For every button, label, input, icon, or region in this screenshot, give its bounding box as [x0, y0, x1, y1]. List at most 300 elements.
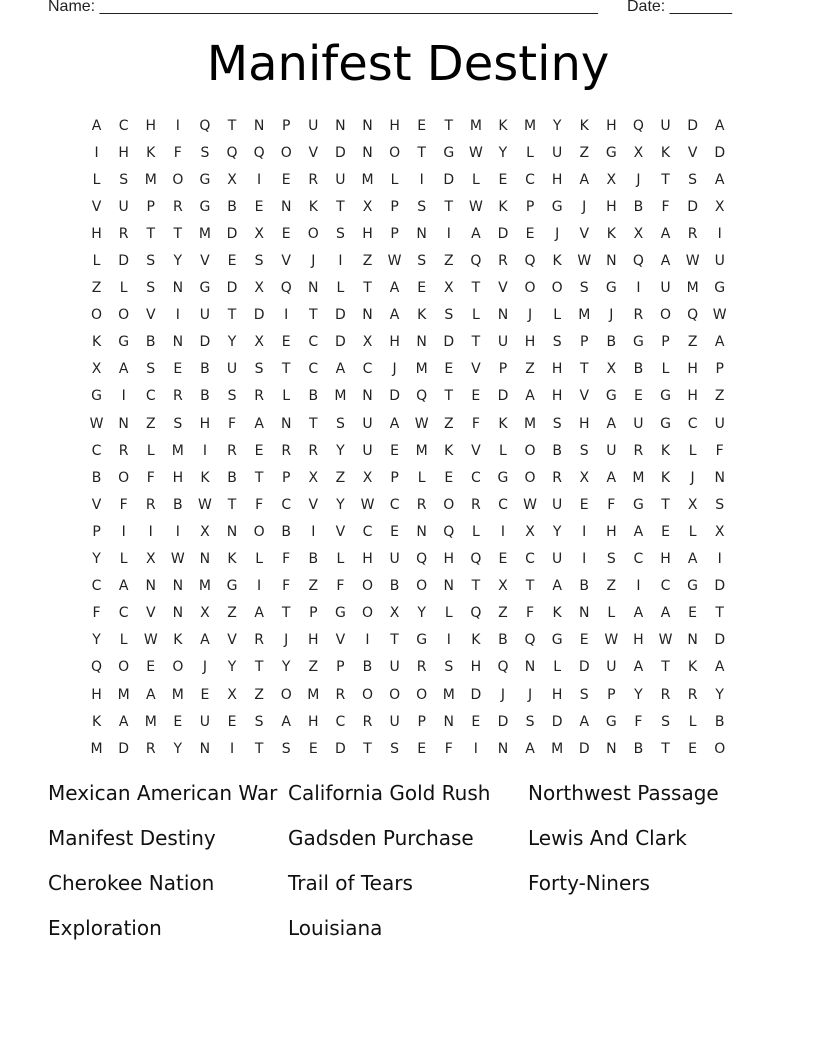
grid-letter: T	[661, 740, 670, 757]
grid-letter: X	[308, 469, 319, 486]
grid-letter: M	[686, 280, 699, 297]
grid-letter: R	[552, 469, 562, 486]
grid-letter: P	[146, 198, 155, 215]
grid-letter: I	[148, 523, 153, 540]
grid-letter: X	[362, 334, 373, 351]
grid-letter: A	[254, 415, 264, 432]
grid-letter: I	[582, 523, 587, 540]
grid-letter: Q	[443, 523, 455, 540]
grid-letter: Z	[362, 253, 373, 270]
grid-letter: P	[417, 713, 426, 730]
grid-letter: B	[173, 496, 183, 513]
grid-letter: O	[551, 280, 563, 297]
grid-letter: I	[94, 144, 99, 161]
grid-letter: E	[688, 605, 698, 622]
grid-letter: B	[362, 659, 373, 676]
grid-letter: H	[687, 388, 698, 405]
grid-letter: Y	[417, 605, 426, 622]
grid-letter: O	[280, 686, 292, 703]
grid-letter: B	[633, 361, 644, 378]
grid-letter: V	[308, 496, 319, 513]
grid-letter: C	[525, 171, 535, 188]
grid-letter: I	[446, 225, 451, 242]
grid-letter: U	[497, 334, 509, 351]
grid-letter: L	[688, 523, 697, 540]
grid-letter: P	[607, 686, 616, 703]
grid-letter: C	[389, 496, 400, 513]
grid-letter: Q	[199, 117, 211, 134]
grid-letter: Q	[632, 117, 644, 134]
grid-letter: N	[443, 713, 454, 730]
grid-letter: S	[579, 686, 589, 703]
grid-letter: S	[444, 307, 454, 324]
grid-letter: W	[360, 496, 375, 513]
grid-letter: C	[91, 578, 102, 595]
grid-letter: N	[280, 198, 292, 215]
name-field-label: Name: ________________________________________________________	[48, 0, 598, 15]
grid-letter: E	[173, 361, 183, 378]
grid-letter: X	[254, 280, 264, 297]
grid-letter: L	[499, 442, 507, 459]
grid-letter: U	[199, 307, 211, 324]
grid-letter: N	[687, 632, 698, 649]
grid-letter: D	[226, 280, 238, 297]
grid-letter: S	[146, 280, 156, 297]
grid-letter: H	[362, 551, 373, 568]
grid-letter: E	[688, 740, 698, 757]
grid-letter: N	[226, 523, 238, 540]
grid-letter: T	[444, 388, 454, 405]
grid-letter: K	[498, 415, 508, 432]
grid-letter: N	[172, 334, 184, 351]
grid-letter: O	[361, 605, 373, 622]
grid-letter: K	[552, 605, 562, 622]
grid-letter: Z	[227, 605, 237, 622]
word-list-item: Northwest Passage	[528, 781, 719, 805]
grid-letter: E	[390, 442, 399, 459]
grid-letter: X	[687, 496, 698, 513]
grid-letter: X	[254, 334, 264, 351]
grid-letter: B	[200, 388, 210, 405]
grid-letter: H	[687, 361, 698, 378]
grid-letter: W	[604, 632, 619, 649]
grid-letter: N	[308, 280, 319, 297]
grid-letter: K	[688, 659, 698, 676]
grid-letter: E	[281, 334, 291, 351]
grid-letter: T	[579, 361, 589, 378]
grid-letter: S	[688, 171, 698, 188]
grid-letter: D	[714, 144, 726, 161]
grid-letter: G	[199, 198, 211, 215]
grid-letter: Z	[335, 469, 346, 486]
grid-letter: G	[660, 415, 671, 432]
grid-letter: N	[362, 144, 373, 161]
grid-letter: J	[527, 307, 533, 324]
grid-letter: C	[498, 496, 508, 513]
grid-letter: Z	[443, 415, 454, 432]
grid-letter: F	[119, 496, 128, 513]
grid-letter: E	[471, 388, 481, 405]
grid-letter: H	[389, 334, 400, 351]
grid-letter: K	[552, 253, 562, 270]
grid-letter: Q	[416, 388, 428, 405]
grid-letter: L	[282, 388, 291, 405]
grid-letter: F	[92, 605, 101, 622]
grid-letter: M	[117, 686, 130, 703]
grid-letter: B	[633, 740, 644, 757]
grid-letter: B	[606, 334, 617, 351]
grid-letter: I	[229, 740, 235, 757]
grid-letter: F	[715, 442, 724, 459]
grid-letter: Y	[173, 740, 183, 757]
grid-letter: J	[609, 307, 614, 324]
grid-letter: M	[144, 171, 157, 188]
grid-letter: N	[199, 740, 211, 757]
grid-letter: E	[227, 253, 237, 270]
grid-letter: F	[282, 551, 291, 568]
grid-letter: J	[284, 632, 289, 649]
grid-letter: K	[91, 713, 102, 730]
grid-letter: Z	[145, 415, 156, 432]
grid-letter: W	[685, 253, 700, 270]
grid-letter: G	[714, 280, 726, 297]
grid-letter: U	[552, 551, 563, 568]
grid-letter: U	[389, 551, 400, 568]
grid-letter: S	[254, 253, 264, 270]
grid-letter: U	[714, 253, 725, 270]
grid-letter: S	[146, 253, 156, 270]
grid-letter: E	[661, 523, 670, 540]
grid-letter: R	[308, 442, 319, 459]
grid-letter: V	[200, 253, 210, 270]
grid-letter: G	[416, 632, 428, 649]
grid-letter: O	[172, 659, 184, 676]
grid-letter: X	[606, 171, 617, 188]
grid-letter: R	[281, 442, 292, 459]
grid-letter: E	[146, 659, 156, 676]
grid-letter: Z	[525, 361, 535, 378]
grid-letter: I	[121, 523, 126, 540]
grid-letter: H	[660, 551, 671, 568]
grid-letter: A	[714, 334, 725, 351]
grid-letter: R	[687, 225, 698, 242]
grid-letter: L	[390, 171, 399, 188]
grid-letter: C	[145, 388, 156, 405]
grid-letter: M	[524, 415, 537, 432]
grid-letter: Y	[92, 632, 101, 649]
grid-letter: O	[91, 307, 103, 324]
grid-letter: O	[524, 442, 536, 459]
grid-letter: K	[444, 442, 454, 459]
grid-letter: U	[335, 171, 346, 188]
grid-letter: W	[198, 496, 212, 513]
grid-letter: I	[175, 523, 180, 540]
grid-letter: O	[389, 144, 401, 161]
grid-letter: T	[227, 307, 237, 324]
grid-letter: B	[389, 578, 400, 595]
grid-letter: F	[336, 578, 345, 595]
grid-letter: T	[309, 415, 318, 432]
grid-letter: N	[362, 117, 373, 134]
grid-letter: D	[335, 334, 346, 351]
grid-letter: T	[363, 740, 372, 757]
grid-letter: S	[146, 361, 156, 378]
grid-letter: C	[660, 578, 671, 595]
grid-letter: A	[118, 713, 129, 730]
grid-letter: H	[91, 686, 102, 703]
grid-letter: T	[146, 225, 156, 242]
grid-letter: I	[311, 523, 316, 540]
grid-letter: A	[606, 469, 617, 486]
grid-letter: G	[551, 632, 563, 649]
grid-letter: G	[605, 713, 617, 730]
grid-letter: T	[715, 605, 724, 622]
grid-letter: R	[498, 253, 508, 270]
grid-letter: V	[91, 496, 102, 513]
grid-letter: J	[636, 171, 641, 188]
grid-letter: L	[526, 144, 534, 161]
grid-letter: N	[416, 334, 427, 351]
grid-letter: U	[389, 659, 400, 676]
grid-letter: M	[361, 171, 374, 188]
grid-letter: R	[118, 225, 129, 242]
grid-letter: T	[254, 469, 264, 486]
grid-letter: B	[200, 361, 210, 378]
grid-letter: W	[523, 496, 537, 513]
grid-letter: Q	[91, 659, 103, 676]
grid-letter: X	[389, 605, 400, 622]
grid-letter: L	[688, 442, 697, 459]
grid-letter: I	[717, 551, 722, 568]
grid-letter: X	[714, 523, 725, 540]
grid-letter: Z	[443, 253, 454, 270]
grid-letter: O	[416, 578, 428, 595]
grid-letter: D	[335, 307, 346, 324]
grid-letter: J	[392, 361, 397, 378]
grid-letter: C	[470, 469, 481, 486]
grid-letter: D	[687, 117, 698, 134]
grid-letter: K	[660, 442, 671, 459]
grid-letter: S	[525, 713, 535, 730]
grid-letter: R	[416, 659, 427, 676]
grid-letter: U	[362, 415, 373, 432]
grid-letter: O	[524, 469, 536, 486]
grid-letter: L	[119, 551, 128, 568]
grid-letter: L	[607, 605, 616, 622]
grid-letter: A	[714, 659, 725, 676]
grid-letter: N	[578, 605, 590, 622]
grid-letter: S	[119, 171, 129, 188]
word-list-item: Exploration	[48, 916, 162, 940]
grid-letter: O	[524, 280, 536, 297]
grid-letter: N	[416, 225, 427, 242]
word-list-item: Manifest Destiny	[48, 826, 216, 850]
grid-letter: C	[281, 496, 292, 513]
grid-letter: O	[443, 496, 455, 513]
grid-letter: S	[254, 361, 264, 378]
letter-grid	[83, 112, 733, 762]
grid-letter: B	[281, 523, 291, 540]
grid-letter: D	[199, 334, 211, 351]
grid-letter: D	[226, 225, 238, 242]
grid-letter: Q	[226, 144, 238, 161]
grid-letter: N	[335, 117, 346, 134]
grid-letter: V	[471, 361, 481, 378]
grid-letter: Y	[634, 686, 643, 703]
grid-letter: R	[633, 307, 644, 324]
word-list-item: Lewis And Clark	[528, 826, 687, 850]
grid-letter: D	[497, 713, 509, 730]
grid-letter: P	[92, 523, 101, 540]
grid-letter: O	[660, 307, 672, 324]
grid-letter: T	[173, 225, 183, 242]
grid-letter: K	[471, 632, 481, 649]
grid-letter: M	[334, 388, 347, 405]
grid-letter: S	[200, 144, 210, 161]
grid-letter: O	[172, 171, 184, 188]
grid-letter: Q	[687, 307, 699, 324]
grid-letter: O	[118, 469, 130, 486]
grid-letter: A	[200, 632, 210, 649]
grid-letter: P	[390, 469, 399, 486]
grid-letter: Z	[498, 605, 508, 622]
grid-letter: I	[446, 632, 451, 649]
grid-letter: M	[307, 686, 320, 703]
grid-letter: B	[308, 551, 319, 568]
grid-letter: L	[553, 307, 562, 324]
grid-letter: B	[308, 388, 319, 405]
grid-letter: D	[443, 171, 455, 188]
grid-letter: Q	[470, 253, 482, 270]
grid-letter: B	[579, 578, 590, 595]
grid-letter: A	[714, 117, 725, 134]
grid-letter: N	[606, 253, 617, 270]
grid-letter: E	[498, 551, 508, 568]
grid-letter: L	[146, 442, 155, 459]
grid-letter: V	[335, 523, 346, 540]
grid-letter: N	[280, 415, 292, 432]
grid-letter: W	[170, 551, 185, 568]
grid-letter: I	[202, 442, 207, 459]
grid-letter: H	[470, 659, 482, 676]
grid-letter: X	[91, 361, 102, 378]
grid-letter: W	[387, 253, 402, 270]
grid-letter: B	[145, 334, 156, 351]
grid-letter: T	[471, 578, 481, 595]
grid-letter: E	[525, 225, 535, 242]
grid-letter: S	[173, 415, 183, 432]
grid-letter: A	[525, 740, 535, 757]
grid-letter: D	[118, 253, 130, 270]
grid-letter: K	[606, 225, 616, 242]
grid-letter: G	[443, 144, 455, 161]
grid-letter: E	[417, 280, 427, 297]
word-list-item: Trail of Tears	[288, 871, 413, 895]
grid-letter: E	[417, 117, 427, 134]
grid-letter: D	[118, 740, 130, 757]
grid-letter: K	[173, 632, 183, 649]
grid-letter: T	[254, 740, 264, 757]
grid-letter: T	[471, 334, 481, 351]
grid-letter: B	[227, 469, 237, 486]
grid-letter: P	[281, 117, 291, 134]
grid-letter: A	[633, 523, 644, 540]
grid-letter: N	[497, 307, 509, 324]
grid-letter: E	[173, 713, 183, 730]
grid-letter: K	[417, 307, 427, 324]
grid-letter: F	[146, 469, 155, 486]
grid-letter: U	[389, 713, 400, 730]
grid-letter: H	[308, 632, 319, 649]
grid-letter: F	[607, 496, 616, 513]
grid-letter: U	[606, 442, 617, 459]
grid-letter: K	[498, 198, 508, 215]
grid-letter: Y	[227, 659, 237, 676]
grid-letter: A	[660, 253, 671, 270]
grid-letter: Y	[498, 144, 508, 161]
grid-letter: V	[335, 632, 346, 649]
grid-letter: G	[91, 388, 102, 405]
grid-letter: N	[362, 307, 373, 324]
word-list	[48, 776, 768, 956]
grid-letter: B	[498, 632, 508, 649]
grid-letter: C	[633, 551, 644, 568]
grid-letter: V	[687, 144, 698, 161]
grid-letter: F	[173, 144, 182, 161]
grid-letter: N	[172, 280, 184, 297]
grid-letter: S	[579, 442, 589, 459]
grid-letter: T	[309, 307, 318, 324]
grid-letter: S	[552, 415, 562, 432]
grid-letter: P	[661, 334, 670, 351]
grid-letter: I	[284, 307, 289, 324]
grid-letter: R	[145, 496, 156, 513]
grid-letter: W	[577, 253, 592, 270]
grid-letter: X	[362, 469, 373, 486]
grid-letter: O	[389, 686, 401, 703]
grid-letter: X	[362, 198, 373, 215]
grid-letter: N	[606, 740, 617, 757]
grid-letter: P	[281, 469, 291, 486]
grid-letter: F	[282, 578, 291, 595]
grid-letter: I	[121, 388, 126, 405]
date-field-label: Date: _______	[627, 0, 732, 15]
grid-letter: X	[633, 144, 644, 161]
grid-letter: A	[552, 578, 562, 595]
grid-letter: B	[91, 469, 102, 486]
grid-letter: O	[307, 225, 319, 242]
word-list-item: Forty-Niners	[528, 871, 650, 895]
grid-letter: R	[254, 388, 264, 405]
grid-letter: T	[417, 144, 426, 161]
grid-letter: W	[658, 632, 673, 649]
grid-letter: T	[227, 117, 237, 134]
grid-letter: T	[281, 361, 291, 378]
grid-letter: A	[579, 713, 590, 730]
grid-letter: Y	[336, 496, 345, 513]
grid-letter: C	[91, 442, 102, 459]
grid-letter: D	[714, 632, 726, 649]
grid-letter: R	[227, 442, 237, 459]
grid-letter: K	[91, 334, 102, 351]
grid-letter: E	[444, 469, 454, 486]
grid-letter: A	[714, 171, 725, 188]
grid-letter: O	[118, 659, 130, 676]
grid-letter: Z	[606, 578, 617, 595]
grid-letter: W	[89, 415, 104, 432]
grid-letter: S	[254, 713, 264, 730]
grid-letter: H	[606, 523, 617, 540]
